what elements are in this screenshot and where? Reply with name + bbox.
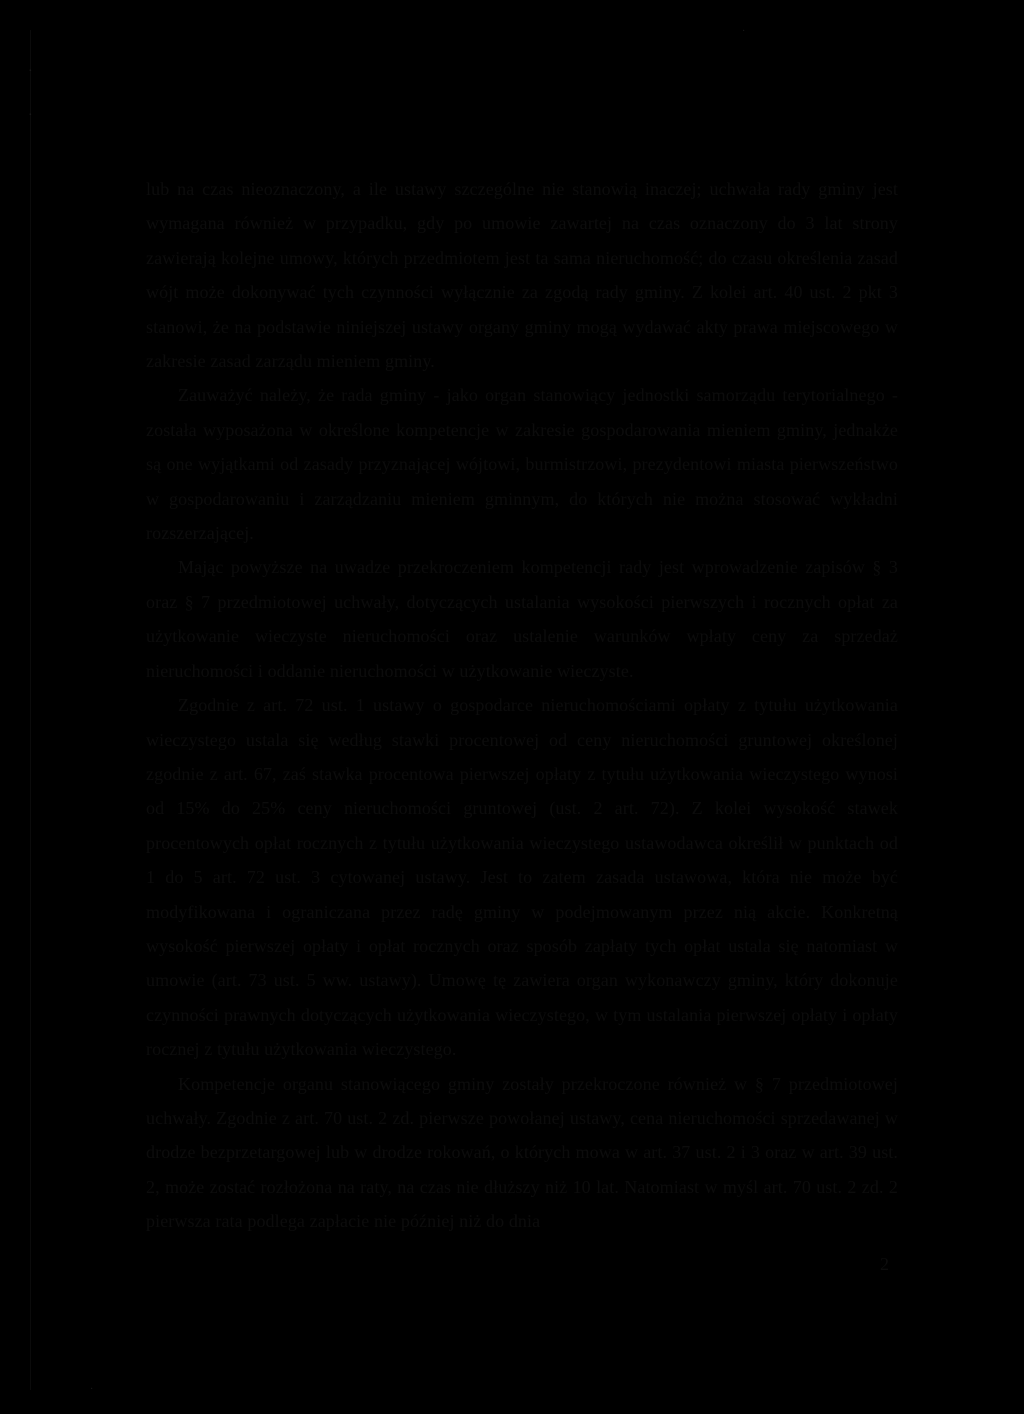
scan-speck: · <box>90 1384 94 1395</box>
paragraph-3: Mając powyższe na uwadze przekroczeniem kompetencji rady jest wprowadzenie zapisów § 3 oraz § 7 przedmiotowej uchwały, dotyczących ustalania wysokości pierwszych i rocznych opłat za użytkowanie wieczyste nieruchomości oraz ustalenie warunków wpłaty ceny za sprzedaż nieruchomości i oddanie nieruchomości w użytkowanie wieczyste. <box>146 557 898 681</box>
paragraph-4: Zgodnie z art. 72 ust. 1 ustawy o gospodarce nieruchomościami opłaty z tytułu użytkowania wieczystego ustala się według stawki procentowej od ceny nieruchomości gruntowej określonej zgodnie z art. 67, zaś stawka procentowa pierwszej opłaty z tytułu użytkowania wieczystego wynosi od 15% do 25% ceny nieruchomości gruntowej (ust. 2 art. 72). Z kolei wysokość stawek procentowych opłat rocznych z tytułu użytkowania wieczystego ustawodawca określił w punktach od 1 do 5 art. 72 ust. 3 cytowanej ustawy. Jest to zatem zasada ustawowa, która nie może być modyfikowana i ograniczana przez radę gminy w podejmowanym przez nią akcie. Konkretną wysokość pierwszej opłaty i opłat rocznych oraz sposób zapłaty tych opłat ustala się natomiast w umowie (art. 73 ust. 5 ww. ustawy). Umowę tę zawiera organ wykonawczy gminy, który dokonuje czynności prawnych dotyczących użytkowania wieczystego, w tym ustalania pierwszej opłaty i opłaty rocznej z tytułu użytkowania wieczystego. <box>146 695 898 1060</box>
scan-speck: · <box>28 108 33 123</box>
scan-edge-shadow <box>0 30 31 1390</box>
scan-speck: · <box>28 64 33 79</box>
page-number: 2 <box>880 1254 889 1274</box>
document-body <box>146 172 898 1232</box>
paragraph-2: Zauważyć należy, że rada gminy - jako organ stanowiący jednostki samorządu terytorialnego - została wyposażona w określone kompetencje w zakresie gospodarowania mieniem gminy, jednakże są one wyjątkami od zasady przyznającej wójtowi, burmistrzowi, prezydentowi miasta pierwszeństwo w gospodarowaniu i zarządzaniu mieniem gminnym, do których nie można stosować wykładni rozszerzającej. <box>146 385 898 544</box>
paragraph-5: Kompetencje organu stanowiącego gminy zostały przekroczone również w § 7 przedmiotowej uchwały. Zgodnie z art. 70 ust. 2 zd. pierwsze powołanej ustawy, cena nieruchomości sprzedawanej w drodze bezprzetargowej lub w drodze rokowań, o których mowa w art. 37 ust. 2 i 3 oraz w art. 39 ust. 2, może zostać rozłożona na raty, na czas nie dłuższy niż 10 lat. Natomiast w myśl art. 70 ust. 2 zd. 2 pierwsza rata podlega zapłacie nie później niż do dnia <box>146 1073 898 1232</box>
paragraph-1: lub na czas nieoznaczony, a ile ustawy szczególne nie stanowią inaczej; uchwała rady gminy jest wymagana również w przypadku, gdy po umowie zawartej na czas oznaczony do 3 lat strony zawierają kolejne umowy, których przedmiotem jest ta sama nieruchomość; do czasu określenia zasad wójt może dokonywać tych czynności wyłącznie za zgodą rady gminy. Z kolei art. 40 ust. 2 pkt 3 stanowi, że na podstawie niniejszej ustawy organy gminy mogą wydawać akty prawa miejscowego w zakresie zasad zarządu mieniem gminy. <box>146 179 898 372</box>
scan-speck: · <box>742 26 746 37</box>
